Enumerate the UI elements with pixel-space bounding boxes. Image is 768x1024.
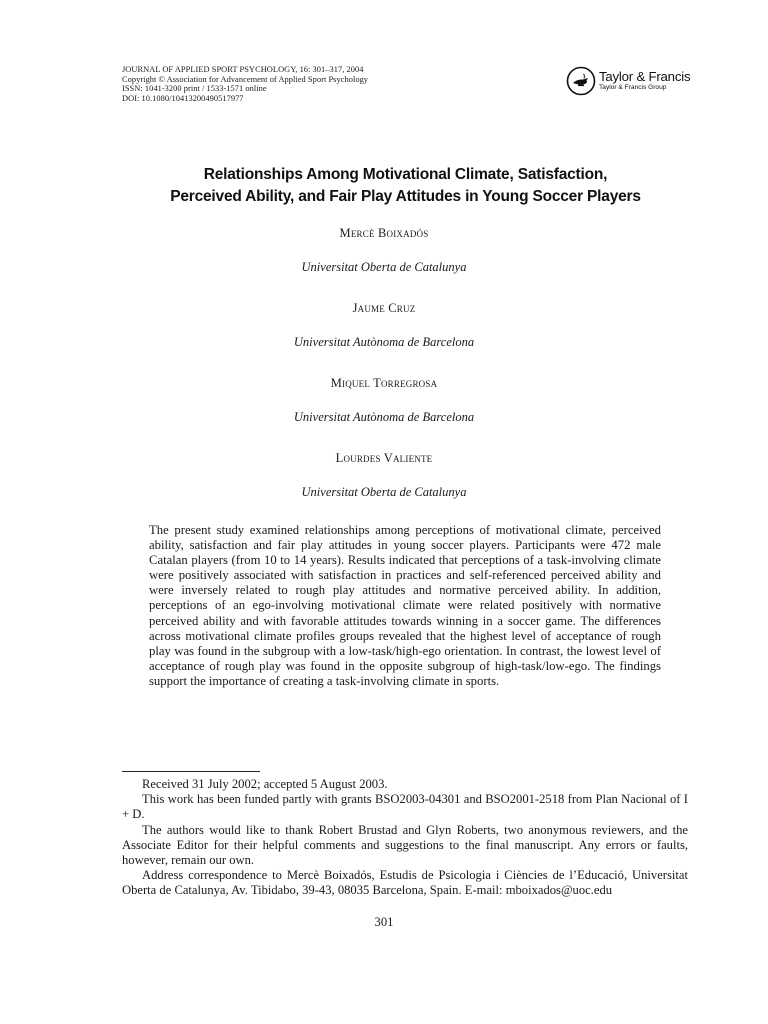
abstract: The present study examined relationships among perceptions of motivational climate, perceived ability, satisfaction and fair play attitudes in young soccer players. Participants were 472 male Catalan players (from 10 to 14 years). Results indicated that perceptions of a task-involving climate were positively associated with satisfaction in practices and self-referenced perceived ability and were inversely related to rough play attitudes and normative perceived ability. In addition, perceptions of an ego-involving motivational climate were related positively with normative perceived ability and with favorable attitudes towards winning in a soccer game. The differences across motivational climate profiles groups revealed that the highest level of acceptance of rough play was found in the subgroup with a low-task/high-ego orientation. In contrast, the lowest level of acceptance of rough play was found in the opposite subgroup of high-task/low-ego. The findings support the importance of creating a task-involving climate in sports. bbox=[149, 523, 661, 688]
author-affiliation: Universitat Oberta de Catalunya bbox=[301, 485, 467, 499]
doi: DOI: 10.1080/10413200490517977 bbox=[122, 93, 244, 103]
journal-citation: JOURNAL OF APPLIED SPORT PSYCHOLOGY, 16: 301–317, 2004 bbox=[122, 65, 364, 74]
page-number: 301 bbox=[374, 915, 394, 929]
title-line-1: Relationships Among Motivational Climate, Satisfaction, bbox=[203, 166, 608, 183]
publisher-logo bbox=[566, 65, 690, 97]
title-line-2: Perceived Ability, and Fair Play Attitudes in Young Soccer Players bbox=[170, 188, 641, 205]
publisher-group: Taylor & Francis Group bbox=[599, 84, 667, 91]
author-name: Miquel Torregrosa bbox=[330, 376, 438, 390]
author-name: Lourdes Valiente bbox=[335, 451, 433, 465]
author-name: Jaume Cruz bbox=[352, 301, 416, 315]
footnote-correspondence: Address correspondence to Mercè Boixadós, Estudis de Psicologia i Ciències de l’Educació, Universitat Oberta de Catalunya, Av. Tibidabo, 39-43, 08035 Barcelona, Spain. E-mail: mboixados@uoc.edu bbox=[122, 868, 688, 898]
footnotes bbox=[122, 777, 688, 899]
author-affiliation: Universitat Autònoma de Barcelona bbox=[293, 410, 475, 424]
footnote-divider bbox=[122, 771, 260, 772]
author-affiliation: Universitat Oberta de Catalunya bbox=[301, 260, 467, 274]
issn: ISSN: 1041-3200 print / 1533-1571 online bbox=[122, 84, 267, 94]
author-name: Mercè Boixadós bbox=[339, 226, 429, 240]
footnote-funding: This work has been funded partly with grants BSO2003-04301 and BSO2001-2518 from Plan Nacional of I + D. bbox=[122, 792, 688, 822]
footnote-received: Received 31 July 2002; accepted 5 August 2003. bbox=[142, 777, 388, 791]
copyright-notice: Copyright © Association for Advancement of Applied Sport Psychology bbox=[122, 74, 369, 84]
author-affiliation: Universitat Autònoma de Barcelona bbox=[293, 335, 475, 349]
footnote-acknowledgments: The authors would like to thank Robert Brustad and Glyn Roberts, two anonymous reviewers, and the Associate Editor for their helpful comments and suggestions to the final manuscript. Any errors or faults, however, remain our own. bbox=[122, 822, 688, 868]
publisher-name: Taylor & Francis bbox=[599, 69, 691, 84]
lamp-logo-icon bbox=[566, 66, 596, 96]
journal-header bbox=[122, 65, 502, 103]
article-title bbox=[100, 164, 711, 208]
